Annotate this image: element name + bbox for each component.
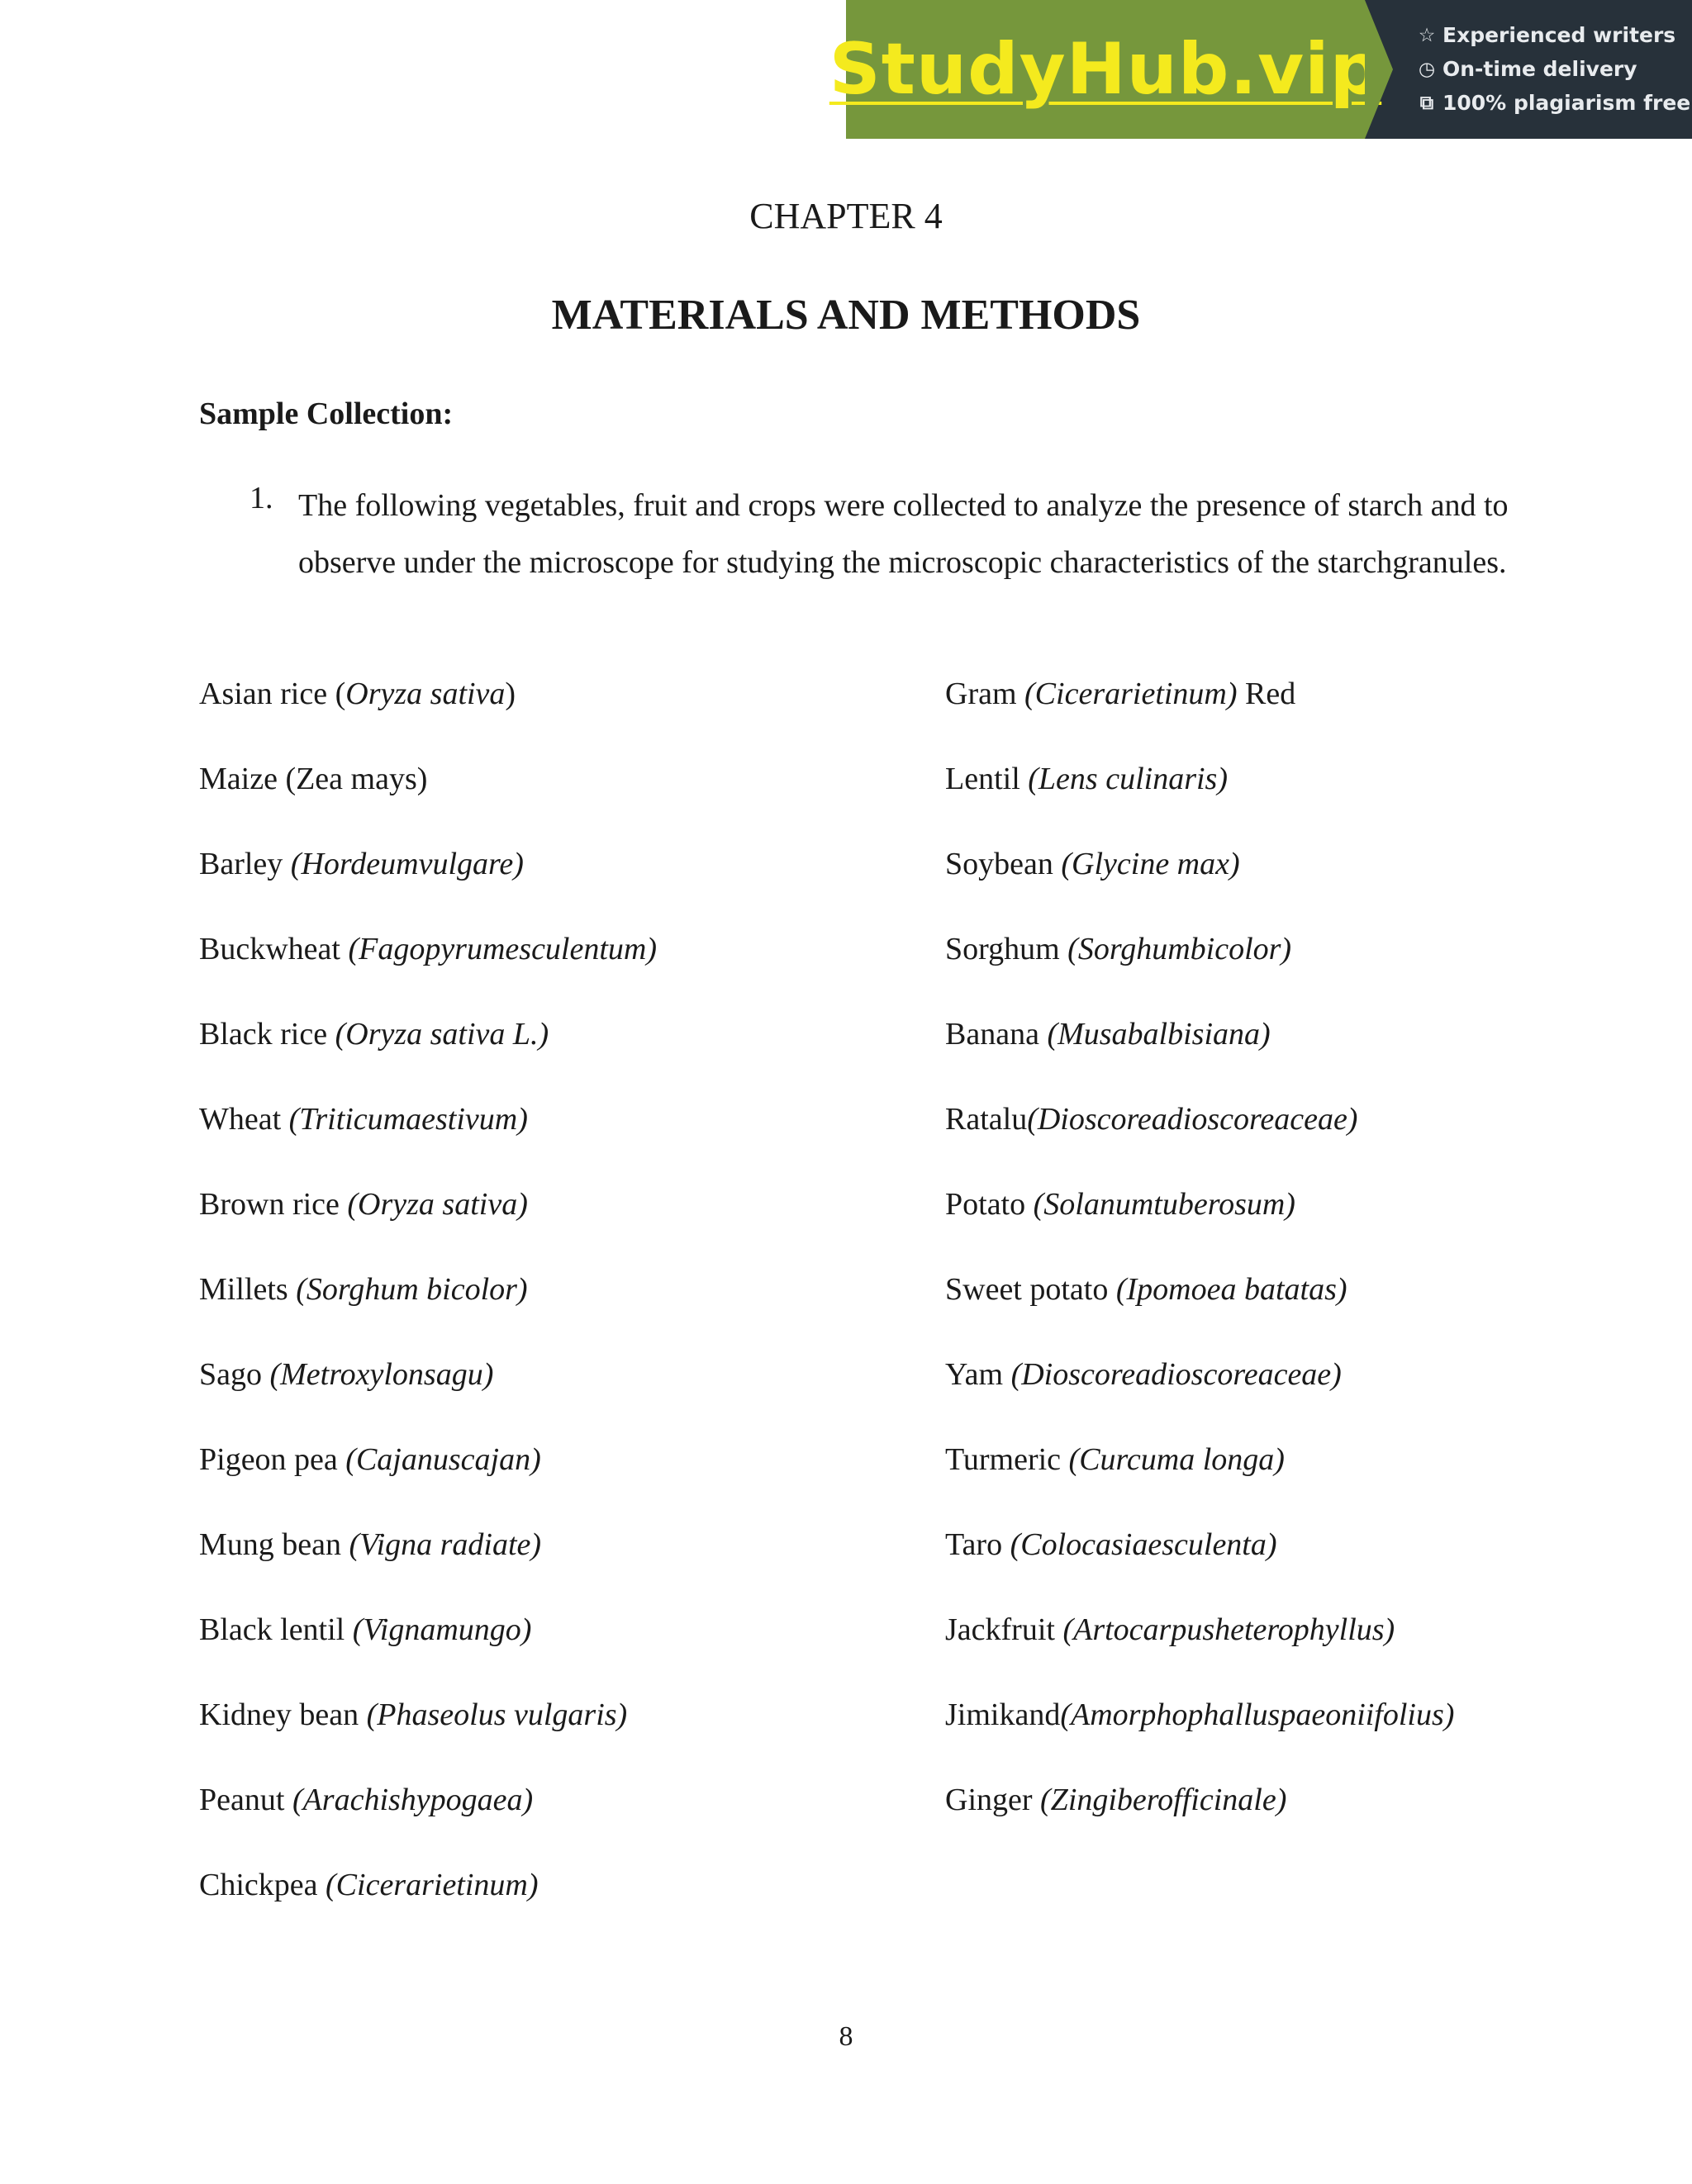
list-item bbox=[945, 758, 1454, 843]
scientific-name: (Zingiberofficinale) bbox=[1040, 1783, 1287, 1817]
common-name: Ginger bbox=[945, 1783, 1041, 1817]
common-name: Taro bbox=[945, 1527, 1010, 1562]
common-name: Ratalu bbox=[945, 1102, 1028, 1137]
scientific-name: (Hordeumvulgare) bbox=[290, 847, 524, 881]
scientific-name: (Oryza sativa) bbox=[347, 1187, 528, 1222]
scientific-name: (Vignamungo) bbox=[352, 1612, 532, 1647]
list-item bbox=[199, 673, 657, 758]
sample-list-left bbox=[199, 673, 657, 1949]
scientific-name: (Lens culinaris) bbox=[1028, 762, 1228, 796]
common-name: Kidney bean bbox=[199, 1697, 367, 1732]
studyhub-banner[interactable] bbox=[829, 0, 1692, 139]
scientific-name: (Cajanuscajan) bbox=[345, 1442, 541, 1477]
common-name: Maize (Zea mays) bbox=[199, 762, 428, 796]
scientific-name: Oryza sativa bbox=[345, 677, 506, 711]
list-item bbox=[945, 928, 1454, 1014]
scientific-name: (Triticumaestivum) bbox=[288, 1102, 528, 1137]
scientific-name: (Fagopyrumesculentum) bbox=[348, 932, 658, 966]
list-item bbox=[945, 843, 1454, 928]
chapter-heading: CHAPTER 4 bbox=[749, 196, 943, 236]
sample-list-right bbox=[945, 673, 1454, 1864]
common-name: Chickpea bbox=[199, 1868, 326, 1902]
page-number: 8 bbox=[839, 2021, 853, 2052]
list-number: 1. bbox=[250, 481, 273, 515]
common-name: Soybean bbox=[945, 847, 1062, 881]
list-item bbox=[199, 1184, 657, 1269]
common-name: Peanut bbox=[199, 1783, 292, 1817]
list-item bbox=[945, 1694, 1454, 1779]
list-item bbox=[199, 1524, 657, 1609]
common-name: Gram bbox=[945, 677, 1025, 711]
common-name: Banana bbox=[945, 1017, 1048, 1052]
list-item bbox=[945, 1099, 1454, 1184]
name-suffix: Red bbox=[1237, 677, 1296, 711]
scientific-name: (Metroxylonsagu) bbox=[269, 1357, 494, 1392]
list-item bbox=[945, 1439, 1454, 1524]
common-name: Brown rice bbox=[199, 1187, 348, 1222]
common-name: Wheat bbox=[199, 1102, 289, 1137]
list-item bbox=[945, 1354, 1454, 1439]
scientific-name: (Sorghumbicolor) bbox=[1067, 932, 1292, 966]
list-item bbox=[199, 1269, 657, 1354]
list-item bbox=[945, 1269, 1454, 1354]
list-item bbox=[199, 1354, 657, 1439]
star-outline-icon: ☆ bbox=[1418, 24, 1436, 46]
list-item bbox=[945, 1014, 1454, 1099]
common-name: Sorghum bbox=[945, 932, 1068, 966]
scientific-name: (Musabalbisiana) bbox=[1047, 1017, 1271, 1052]
list-item bbox=[199, 1099, 657, 1184]
common-name: Barley bbox=[199, 847, 291, 881]
item-paragraph: The following vegetables, fruit and crops were collected to analyze the presence of starch and to observe under the microscope for studying the microscopic characteristics of the starchgranules. bbox=[298, 488, 1509, 580]
scientific-name: (Artocarpusheterophyllus) bbox=[1062, 1612, 1395, 1647]
list-item bbox=[199, 843, 657, 928]
scientific-name: (Cicerarietinum) bbox=[1024, 677, 1238, 711]
list-item bbox=[199, 1609, 657, 1694]
common-name: Millets bbox=[199, 1272, 297, 1307]
feature-label: On-time delivery bbox=[1442, 57, 1637, 81]
scientific-name: (Cicerarietinum) bbox=[326, 1868, 539, 1902]
feature-plagiarism-free bbox=[1416, 86, 1692, 120]
copy-icon: ⧉ bbox=[1419, 92, 1434, 114]
scientific-name: (Vigna radiate) bbox=[349, 1527, 542, 1562]
common-name: Turmeric bbox=[945, 1442, 1069, 1477]
common-name: Black rice bbox=[199, 1017, 335, 1052]
list-item bbox=[945, 1609, 1454, 1694]
list-item bbox=[945, 1779, 1454, 1864]
common-name: Asian rice ( bbox=[199, 677, 346, 711]
common-name: Buckwheat bbox=[199, 932, 349, 966]
scientific-name: (Dioscoreadioscoreaceae) bbox=[1010, 1357, 1342, 1392]
common-name: Jackfruit bbox=[945, 1612, 1063, 1647]
common-name: Mung bean bbox=[199, 1527, 349, 1562]
feature-label: Experienced writers bbox=[1442, 23, 1676, 47]
list-item bbox=[945, 1184, 1454, 1269]
scientific-name: (Oryza sativa L.) bbox=[335, 1017, 549, 1052]
list-item bbox=[199, 758, 657, 843]
scientific-name: (Colocasiaesculenta) bbox=[1010, 1527, 1277, 1562]
common-name: Sweet potato bbox=[945, 1272, 1116, 1307]
list-item bbox=[945, 673, 1454, 758]
list-item bbox=[199, 1779, 657, 1864]
list-item bbox=[945, 1524, 1454, 1609]
scientific-name: (Amorphophalluspaeoniifolius) bbox=[1060, 1697, 1455, 1732]
list-item bbox=[199, 1439, 657, 1524]
scientific-name: (Solanumtuberosum) bbox=[1033, 1187, 1295, 1222]
feature-on-time-delivery bbox=[1416, 52, 1692, 86]
feature-experienced-writers bbox=[1416, 18, 1692, 52]
common-name: Lentil bbox=[945, 762, 1029, 796]
studyhub-logo[interactable] bbox=[829, 0, 1382, 139]
logo-text: StudyHub.vip bbox=[829, 28, 1382, 111]
section-heading: Sample Collection: bbox=[199, 396, 454, 431]
scientific-name: (Curcuma longa) bbox=[1068, 1442, 1285, 1477]
scientific-name: (Dioscoreadioscoreaceae) bbox=[1027, 1102, 1358, 1137]
page-title: MATERIALS AND METHODS bbox=[551, 292, 1141, 339]
list-item bbox=[199, 1014, 657, 1099]
banner-features bbox=[1365, 0, 1692, 139]
list-item bbox=[199, 1864, 657, 1949]
common-name: Pigeon pea bbox=[199, 1442, 346, 1477]
common-name: Black lentil bbox=[199, 1612, 353, 1647]
clock-icon: ◷ bbox=[1418, 58, 1436, 80]
name-suffix: ) bbox=[505, 677, 516, 711]
list-item bbox=[199, 928, 657, 1014]
common-name: Jimikand bbox=[945, 1697, 1061, 1732]
feature-label: 100% plagiarism free bbox=[1442, 91, 1691, 115]
common-name: Potato bbox=[945, 1187, 1034, 1222]
scientific-name: (Ipomoea batatas) bbox=[1115, 1272, 1347, 1307]
scientific-name: (Glycine max) bbox=[1061, 847, 1240, 881]
scientific-name: (Phaseolus vulgaris) bbox=[366, 1697, 628, 1732]
scientific-name: (Arachishypogaea) bbox=[292, 1783, 534, 1817]
list-item bbox=[199, 1694, 657, 1779]
scientific-name: (Sorghum bicolor) bbox=[296, 1272, 528, 1307]
common-name: Yam bbox=[945, 1357, 1011, 1392]
common-name: Sago bbox=[199, 1357, 270, 1392]
